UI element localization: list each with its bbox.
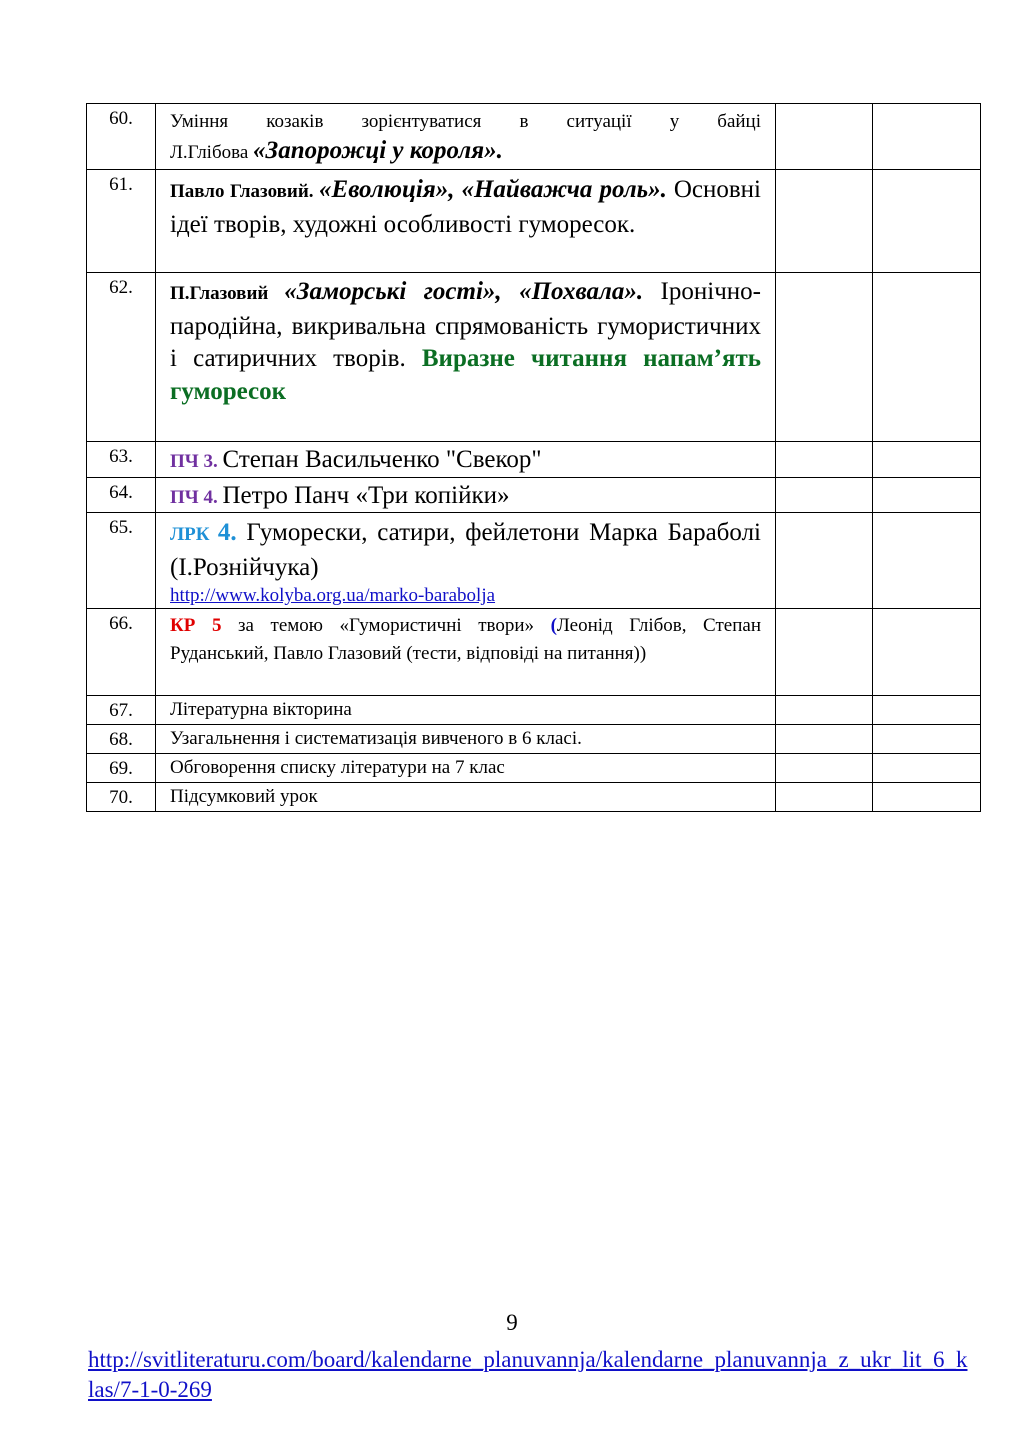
note-cell: [873, 478, 981, 513]
table-row: [87, 104, 981, 170]
table-row: [87, 725, 981, 754]
lesson-topic: ЛРК 4. Гуморески, сатири, фейлетони Марка Бараболі (І.Рознійчука) http://www.kolyba.org.ua/marko-barabolja: [156, 513, 776, 609]
table-row: [87, 783, 981, 812]
row-number: 62.: [87, 273, 156, 442]
table-row: [87, 513, 981, 609]
note-cell: [873, 104, 981, 170]
date-cell: [776, 273, 873, 442]
date-cell: [776, 170, 873, 273]
row-number: 67.: [87, 696, 156, 725]
page-number: 9: [506, 1310, 518, 1335]
lesson-topic: Павло Глазовий. «Еволюція», «Найважча роль». Основні ідеї творів, художні особливості гуморесок.: [156, 170, 776, 273]
row-number: 60.: [87, 104, 156, 170]
note-cell: [873, 783, 981, 812]
date-cell: [776, 442, 873, 478]
note-cell: [873, 754, 981, 783]
note-cell: [873, 513, 981, 609]
date-cell: [776, 783, 873, 812]
table-row: [87, 754, 981, 783]
lesson-topic: Обговорення списку літератури на 7 клас: [156, 754, 776, 783]
lesson-plan-table: [86, 103, 981, 812]
date-cell: [776, 478, 873, 513]
row-number: 61.: [87, 170, 156, 273]
note-cell: [873, 273, 981, 442]
table-row: [87, 478, 981, 513]
note-cell: [873, 696, 981, 725]
note-cell: [873, 725, 981, 754]
lesson-topic: Підсумковий урок: [156, 783, 776, 812]
table-row: [87, 170, 981, 273]
lesson-topic: П.Глазовий «Заморські гості», «Похвала». Іронічно-пародійна, викривальна спрямованість гумористичних і сатиричних творів. Виразне читання напам’ять гуморесок: [156, 273, 776, 442]
date-cell: [776, 609, 873, 696]
date-cell: [776, 513, 873, 609]
note-cell: [873, 170, 981, 273]
row-number: 69.: [87, 754, 156, 783]
note-cell: [873, 609, 981, 696]
table-row: [87, 696, 981, 725]
table-row: [87, 442, 981, 478]
lesson-topic: ПЧ 4. Петро Панч «Три копійки»: [156, 478, 776, 513]
lesson-topic: Узагальнення і систематизація вивченого в 6 класі.: [156, 725, 776, 754]
note-cell: [873, 442, 981, 478]
date-cell: [776, 104, 873, 170]
row-number: 64.: [87, 478, 156, 513]
row-number: 65.: [87, 513, 156, 609]
date-cell: [776, 725, 873, 754]
table-row: [87, 609, 981, 696]
lesson-topic: ПЧ 3. Степан Васильченко "Свекор": [156, 442, 776, 478]
lesson-topic: КР 5 за темою «Гумористичні твори» (Леонід Глібов, Степан Руданський, Павло Глазовий (тести, відповіді на питання)): [156, 609, 776, 696]
date-cell: [776, 696, 873, 725]
lesson-topic: Літературна вікторина: [156, 696, 776, 725]
source-url-link[interactable]: http://svitliteraturu.com/board/kalendarne_planuvannja/kalendarne_planuvannja_z_ukr_lit_6_klas/7-1-0-269: [88, 1347, 968, 1402]
marko-barabolja-link[interactable]: http://www.kolyba.org.ua/marko-barabolja: [170, 585, 496, 606]
lesson-topic: Уміння козаків зорієнтуватися в ситуації у байці Л.Глібова «Запорожці у короля».: [156, 104, 776, 170]
row-number: 70.: [87, 783, 156, 812]
row-number: 63.: [87, 442, 156, 478]
table-row: [87, 273, 981, 442]
row-number: 68.: [87, 725, 156, 754]
date-cell: [776, 754, 873, 783]
row-number: 66.: [87, 609, 156, 696]
